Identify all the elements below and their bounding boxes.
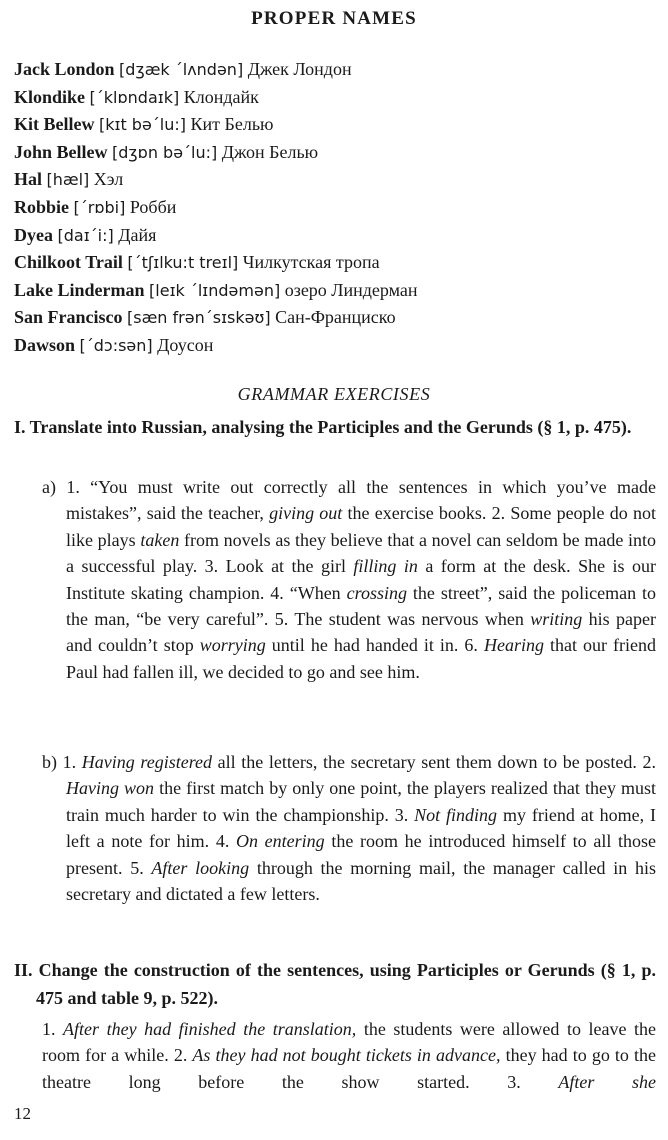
name-en: Kit Bellew: [14, 114, 95, 135]
section-title-proper-names: PROPER NAMES: [251, 8, 417, 29]
name-en: Dawson: [14, 334, 76, 355]
proper-name-entry: [14, 249, 654, 277]
name-pronunciation: [sæn frənˊsɪskəʊ]: [127, 308, 271, 328]
emphasized-phrase: giving out: [269, 503, 343, 524]
section-title-grammar-exercises: GRAMMAR EXERCISES: [237, 384, 431, 404]
name-pronunciation: [dʒɒn bəˊlu:]: [112, 142, 218, 162]
emphasized-phrase: After she: [558, 1071, 656, 1092]
name-pronunciation: [ˊklɒndaɪk]: [89, 87, 180, 107]
text-run: they had to go to the theatre long before the show started. 3.: [42, 1045, 656, 1092]
name-en: John Bellew: [14, 141, 108, 162]
name-ru: Доусон: [157, 334, 214, 355]
proper-names-list: [14, 56, 654, 360]
proper-name-entry: [14, 222, 654, 250]
name-pronunciation: [leɪk ˊlɪndəmən]: [149, 280, 281, 300]
text-run: his paper and couldn’t stop: [66, 609, 656, 656]
text-run: that our friend Paul had fallen ill, we decided to go and see him.: [66, 635, 657, 682]
proper-name-entry: [14, 304, 654, 332]
name-ru: Джек Лондон: [247, 59, 352, 79]
name-pronunciation: [kɪt bəˊlu:]: [98, 115, 187, 135]
proper-name-entry: [14, 277, 654, 305]
text-run: a) 1. “You must write out correctly all the sentences in which you’ve made mistakes”, said the teacher,: [42, 477, 656, 524]
exercise-1a-text: [42, 474, 656, 685]
emphasized-phrase: crossing: [346, 582, 407, 603]
name-ru: Кит Белью: [190, 114, 274, 135]
name-ru: Джон Белью: [221, 141, 319, 162]
exercise-1b-text: [42, 749, 656, 907]
name-pronunciation: [ˊtʃɪlku:t treɪl]: [127, 253, 239, 273]
text-run: all the letters, the secretary sent them down to be posted. 2.: [212, 752, 657, 772]
text-run: a form at the desk. She is our Institute skating champion. 4. “When: [66, 556, 656, 603]
emphasized-phrase: On entering: [236, 831, 325, 852]
name-ru: Чилкутская тропа: [242, 252, 380, 273]
emphasized-phrase: Having won: [66, 778, 155, 799]
name-en: Jack London: [14, 59, 115, 79]
emphasized-phrase: filling in: [353, 556, 418, 577]
text-run: the room he introduced himself to all those present. 5.: [66, 831, 656, 878]
emphasized-phrase: After they had finished the translation,: [63, 1019, 357, 1039]
text-run: the exercise books. 2. Some people do not like plays: [66, 503, 656, 550]
proper-name-entry: [14, 166, 654, 194]
name-pronunciation: [dʒæk ˊlʌndən]: [119, 60, 244, 79]
emphasized-phrase: After looking: [151, 857, 250, 878]
name-en: Klondike: [14, 86, 86, 107]
proper-name-entry: [14, 332, 654, 360]
exercise-2-text: [42, 1016, 656, 1095]
text-run: from novels as they believe that a novel can seldom be made into a successful play. 3. Look at the girl: [66, 529, 656, 577]
text-run: until he had handed it in. 6.: [265, 635, 484, 656]
exercise-2-heading: II. Change the construction of the sentences, using Participles or Gerunds (§ 1, p. 475 and table 9, p. 522).: [14, 960, 656, 1008]
name-en: San Francisco: [14, 307, 123, 328]
text-run: the first match by only one point, the players realized that they must train much harder to win the championship. 3.: [66, 778, 656, 825]
emphasized-phrase: Having registered: [81, 752, 213, 772]
name-ru: Робби: [129, 196, 177, 217]
page-number: 12: [14, 1104, 31, 1123]
text-run: the students were allowed to leave the room for a while. 2.: [42, 1019, 656, 1066]
emphasized-phrase: worrying: [199, 635, 266, 656]
name-pronunciation: [ˊdɔ:sən]: [79, 335, 153, 355]
emphasized-phrase: As they had not bought tickets in advance,: [192, 1045, 501, 1066]
proper-name-entry: [14, 84, 654, 112]
text-run: 1.: [42, 1019, 64, 1039]
text-run: b) 1.: [42, 752, 82, 772]
name-pronunciation: [daɪˊi:]: [57, 225, 114, 245]
emphasized-phrase: Not finding: [414, 804, 498, 825]
name-ru: Сан-Франциско: [275, 307, 396, 328]
proper-name-entry: [14, 111, 654, 139]
name-pronunciation: [hæl]: [46, 170, 90, 190]
name-en: Hal: [14, 169, 43, 190]
exercise-1-heading: I. Translate into Russian, analysing the Participles and the Gerunds (§ 1, p. 475).: [14, 417, 632, 437]
name-ru: Дайя: [118, 224, 157, 245]
name-en: Chilkoot Trail: [14, 252, 123, 273]
name-en: Dyea: [14, 224, 53, 245]
emphasized-phrase: Hearing: [483, 635, 544, 656]
name-en: Lake Linderman: [14, 279, 145, 300]
text-run: my friend at home, I left a note for him. 4.: [66, 804, 656, 852]
proper-name-entry: [14, 194, 654, 222]
emphasized-phrase: taken: [140, 529, 180, 550]
name-en: Robbie: [14, 196, 70, 217]
name-ru: Клондайк: [183, 86, 259, 107]
name-ru: озеро Линдерман: [284, 279, 418, 300]
text-run: through the morning mail, the manager called in his secretary and dictated a few letters.: [66, 857, 656, 905]
proper-name-entry: [14, 56, 654, 84]
name-pronunciation: [ˊrɒbi]: [73, 197, 126, 217]
emphasized-phrase: writing: [530, 609, 583, 630]
proper-name-entry: [14, 139, 654, 167]
name-ru: Хэл: [93, 169, 124, 190]
text-run: the street”, said the policeman to the man, “be very careful”. 5. The student was nervous when: [66, 582, 657, 630]
